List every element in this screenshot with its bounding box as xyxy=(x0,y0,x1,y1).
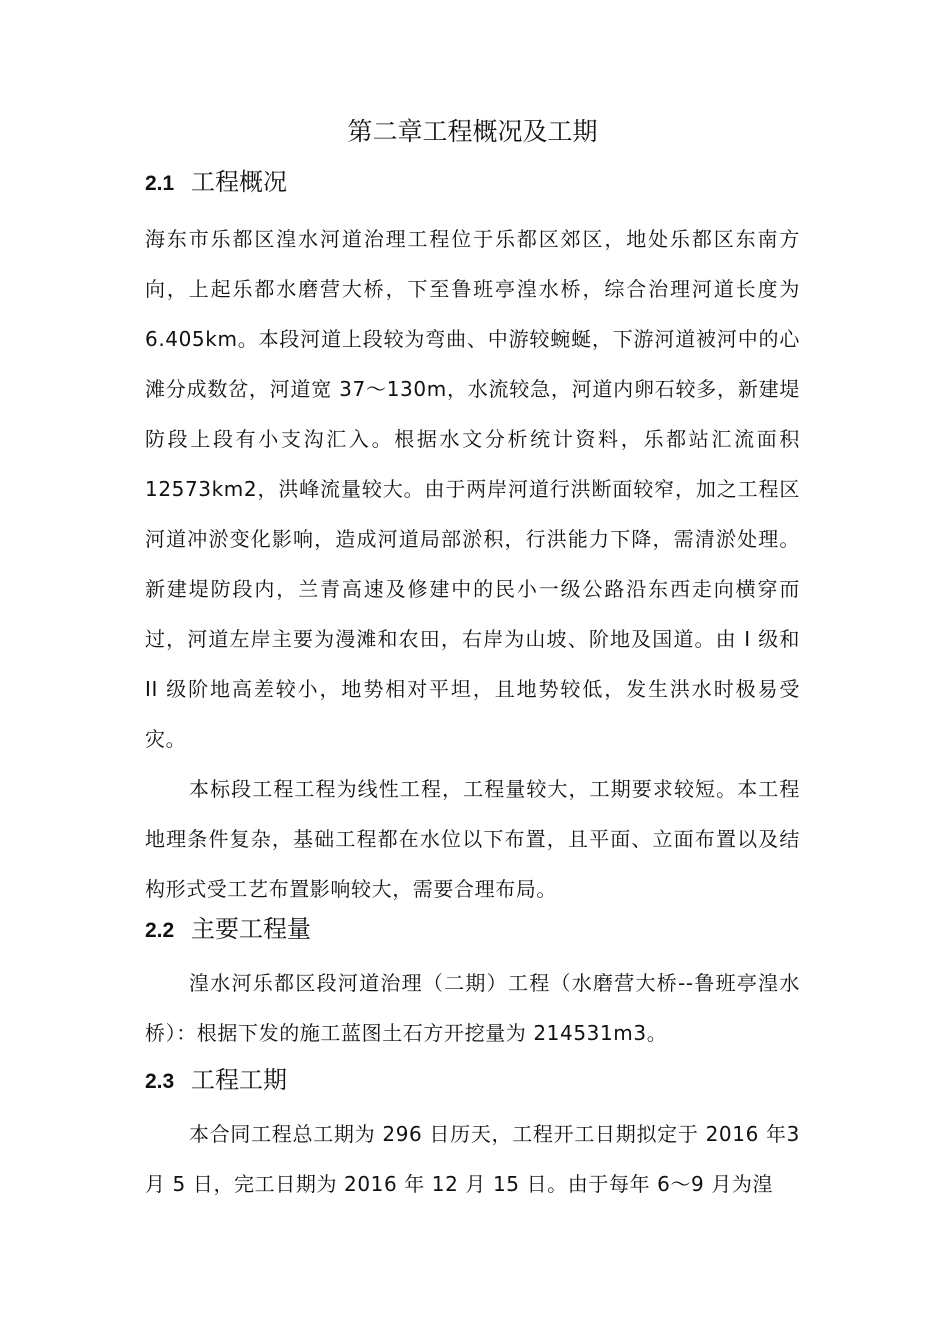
paragraph: 本标段工程工程为线性工程，工程量较大，工期要求较短。本工程地理条件复杂，基础工程都在水位以下布置，且平面、立面布置以及结构形式受工艺布置影响较大，需要合理布局。 xyxy=(145,777,800,901)
section-heading-2-1 xyxy=(145,164,287,202)
section-title: 主要工程量 xyxy=(191,915,311,943)
chapter-title: 第二章工程概况及工期 xyxy=(347,117,598,146)
section-title: 工程工期 xyxy=(191,1066,287,1094)
section-number: 2.3 xyxy=(145,1070,175,1093)
section-number: 2.1 xyxy=(145,172,175,195)
section-number: 2.2 xyxy=(145,919,175,942)
paragraph: 本合同工程总工期为 296 日历天，工程开工日期拟定于 2016 年3 月 5 日，完工日期为 2016 年 12 月 15 日。由于每年 6～9 月为湟 xyxy=(145,1122,800,1196)
section-heading-2-3 xyxy=(145,1062,287,1100)
section-heading-2-2 xyxy=(145,911,311,949)
paragraph: 湟水河乐都区段河道治理（二期）工程（水磨营大桥--鲁班亭湟水桥）：根据下发的施工蓝图土石方开挖量为 214531m3。 xyxy=(145,971,800,1045)
section-title: 工程概况 xyxy=(191,168,287,196)
paragraph: 海东市乐都区湟水河道治理工程位于乐都区郊区，地处乐都区东南方向，上起乐都水磨营大桥，下至鲁班亭湟水桥，综合治理河道长度为 6.405km。本段河道上段较为弯曲、中游较蜿蜒，下游河道被河中的心滩分成数岔，河道宽 37～130m，水流较急，河道内卵石较多，新建堤防段上段有小支沟汇入。根据水文分析统计资料，乐都站汇流面积 12573km2，洪峰流量较大。由于两岸河道行洪断面较窄，加之工程区河道冲淤变化影响，造成河道局部淤积，行洪能力下降，需清淤处理。新建堤防段内，兰青高速及修建中的民小一级公路沿东西走向横穿而过，河道左岸主要为漫滩和农田，右岸为山坡、阶地及国道。由 I 级和 II 级阶地高差较小，地势相对平坦，且地势较低，发生洪水时极易受灾。 xyxy=(145,227,800,751)
